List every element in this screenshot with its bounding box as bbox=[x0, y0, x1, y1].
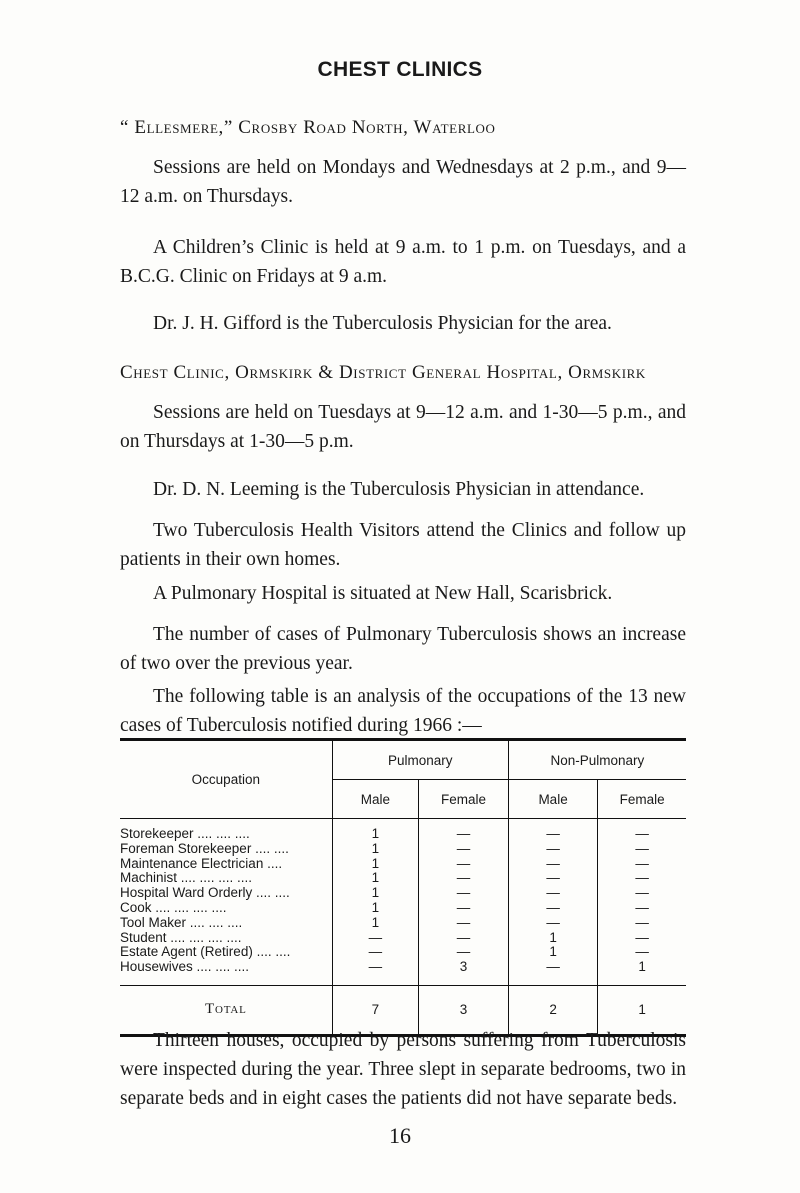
clinic2-physician: Dr. D. N. Leeming is the Tuberculosis Physician in attendance. bbox=[153, 479, 645, 500]
table-row bbox=[120, 901, 686, 916]
col-occupation-header: Occupation bbox=[120, 740, 332, 819]
pulmonary-female-cell: — bbox=[419, 886, 509, 901]
total-pulmonary-female: 3 bbox=[419, 985, 509, 1035]
nonpulmonary-female-cell: — bbox=[598, 871, 686, 886]
clinic1-heading: “ Ellesmere,” Crosby Road North, Waterloo bbox=[120, 117, 496, 138]
total-nonpulmonary-male: 2 bbox=[508, 985, 598, 1035]
nonpulmonary-female-cell: — bbox=[598, 827, 686, 842]
clinic2-hospital: A Pulmonary Hospital is situated at New Hall, Scarisbrick. bbox=[153, 583, 613, 604]
nonpulmonary-female-cell: — bbox=[598, 842, 686, 857]
total-pulmonary-male: 7 bbox=[332, 985, 419, 1035]
nonpulmonary-female-cell: — bbox=[598, 857, 686, 872]
clinic1-childrens-clinic: A Children’s Clinic is held at 9 a.m. to 1 p.m. on Tuesdays, and a B.C.G. Clinic on Fridays at 9 a.m. bbox=[120, 237, 686, 287]
col-pulmonary-header: Pulmonary bbox=[332, 740, 508, 780]
occupation-cell: Hospital Ward Orderly .... .... bbox=[120, 885, 290, 901]
clinic2-heading: Chest Clinic, Ormskirk & District General Hospital, Ormskirk bbox=[120, 362, 646, 383]
table-row bbox=[120, 857, 686, 872]
pulmonary-male-cell: — bbox=[332, 931, 419, 946]
pulmonary-female-cell: — bbox=[419, 901, 509, 916]
occupation-cell: Tool Maker .... .... .... bbox=[120, 914, 243, 930]
total-nonpulmonary-female: 1 bbox=[598, 985, 686, 1035]
pulmonary-male-cell: 1 bbox=[332, 886, 419, 901]
clinic1-sessions: Sessions are held on Mondays and Wednesdays at 2 p.m., and 9—12 a.m. on Thursdays. bbox=[120, 157, 686, 207]
clinic2-health-visitors: Two Tuberculosis Health Visitors attend the Clinics and follow up patients in their own homes. bbox=[120, 520, 686, 570]
col-nonpulmonary-female-header: Female bbox=[598, 780, 686, 819]
total-label: Total bbox=[205, 1001, 247, 1018]
pulmonary-female-cell: — bbox=[419, 842, 509, 857]
pulmonary-male-cell: — bbox=[332, 945, 419, 960]
pulmonary-female-cell: — bbox=[419, 871, 509, 886]
table-row bbox=[120, 931, 686, 946]
pulmonary-male-cell: 1 bbox=[332, 916, 419, 931]
table-row bbox=[120, 842, 686, 857]
pulmonary-male-cell: 1 bbox=[332, 842, 419, 857]
clinic2-table-intro: The following table is an analysis of the occupations of the 13 new cases of Tuberculosis notified during 1966 :— bbox=[120, 686, 686, 736]
col-pulmonary-male-header: Male bbox=[332, 780, 419, 819]
pulmonary-male-cell: — bbox=[332, 960, 419, 985]
nonpulmonary-female-cell: 1 bbox=[598, 960, 686, 985]
nonpulmonary-male-cell: — bbox=[508, 960, 598, 985]
pulmonary-male-cell: 1 bbox=[332, 827, 419, 842]
table-row bbox=[120, 886, 686, 901]
pulmonary-male-cell: 1 bbox=[332, 857, 419, 872]
nonpulmonary-male-cell: — bbox=[508, 842, 598, 857]
occupation-cell: Estate Agent (Retired) .... .... bbox=[120, 944, 291, 960]
pulmonary-male-cell: 1 bbox=[332, 871, 419, 886]
pulmonary-female-cell: — bbox=[419, 916, 509, 931]
occupation-cell: Cook .... .... .... .... bbox=[120, 899, 227, 915]
occupation-cell: Maintenance Electrician .... bbox=[120, 855, 283, 871]
occupation-cell: Student .... .... .... .... bbox=[120, 929, 242, 945]
nonpulmonary-male-cell: — bbox=[508, 871, 598, 886]
pulmonary-female-cell: — bbox=[419, 945, 509, 960]
nonpulmonary-male-cell: — bbox=[508, 916, 598, 931]
occupation-cell: Storekeeper .... .... .... bbox=[120, 826, 250, 841]
occupation-cell: Machinist .... .... .... .... bbox=[120, 870, 253, 886]
nonpulmonary-female-cell: — bbox=[598, 886, 686, 901]
table-row bbox=[120, 916, 686, 931]
nonpulmonary-male-cell: — bbox=[508, 901, 598, 916]
col-nonpulmonary-header: Non-Pulmonary bbox=[508, 740, 686, 780]
occupation-cell: Housewives .... .... .... bbox=[120, 959, 250, 975]
page-title: CHEST CLINICS bbox=[317, 58, 483, 81]
pulmonary-female-cell: — bbox=[419, 857, 509, 872]
table-row bbox=[120, 871, 686, 886]
nonpulmonary-male-cell: 1 bbox=[508, 945, 598, 960]
pulmonary-female-cell: 3 bbox=[419, 960, 509, 985]
nonpulmonary-female-cell: — bbox=[598, 945, 686, 960]
nonpulmonary-male-cell: 1 bbox=[508, 931, 598, 946]
table-row bbox=[120, 827, 686, 842]
pulmonary-female-cell: — bbox=[419, 931, 509, 946]
nonpulmonary-male-cell: — bbox=[508, 886, 598, 901]
pulmonary-male-cell: 1 bbox=[332, 901, 419, 916]
occupation-cell: Foreman Storekeeper .... .... bbox=[120, 840, 289, 856]
nonpulmonary-female-cell: — bbox=[598, 916, 686, 931]
clinic2-increase: The number of cases of Pulmonary Tuberculosis shows an increase of two over the previous year. bbox=[120, 624, 686, 674]
clinic1-physician: Dr. J. H. Gifford is the Tuberculosis Physician for the area. bbox=[153, 313, 612, 334]
nonpulmonary-female-cell: — bbox=[598, 901, 686, 916]
pulmonary-female-cell: — bbox=[419, 827, 509, 842]
nonpulmonary-male-cell: — bbox=[508, 857, 598, 872]
occupation-table bbox=[120, 738, 686, 1037]
closing-paragraph: Thirteen houses, occupied by persons suffering from Tuberculosis were inspected during the year. Three slept in separate bedrooms, two in separate beds and in eight cases the patients did not have separate beds. bbox=[120, 1030, 686, 1109]
table-row bbox=[120, 960, 686, 985]
page-number: 16 bbox=[389, 1123, 411, 1148]
clinic2-sessions: Sessions are held on Tuesdays at 9—12 a.m. and 1-30—5 p.m., and on Thursdays at 1-30—5 p.m. bbox=[120, 402, 686, 452]
col-nonpulmonary-male-header: Male bbox=[508, 780, 598, 819]
col-pulmonary-female-header: Female bbox=[419, 780, 509, 819]
nonpulmonary-female-cell: — bbox=[598, 931, 686, 946]
table-row bbox=[120, 945, 686, 960]
nonpulmonary-male-cell: — bbox=[508, 827, 598, 842]
